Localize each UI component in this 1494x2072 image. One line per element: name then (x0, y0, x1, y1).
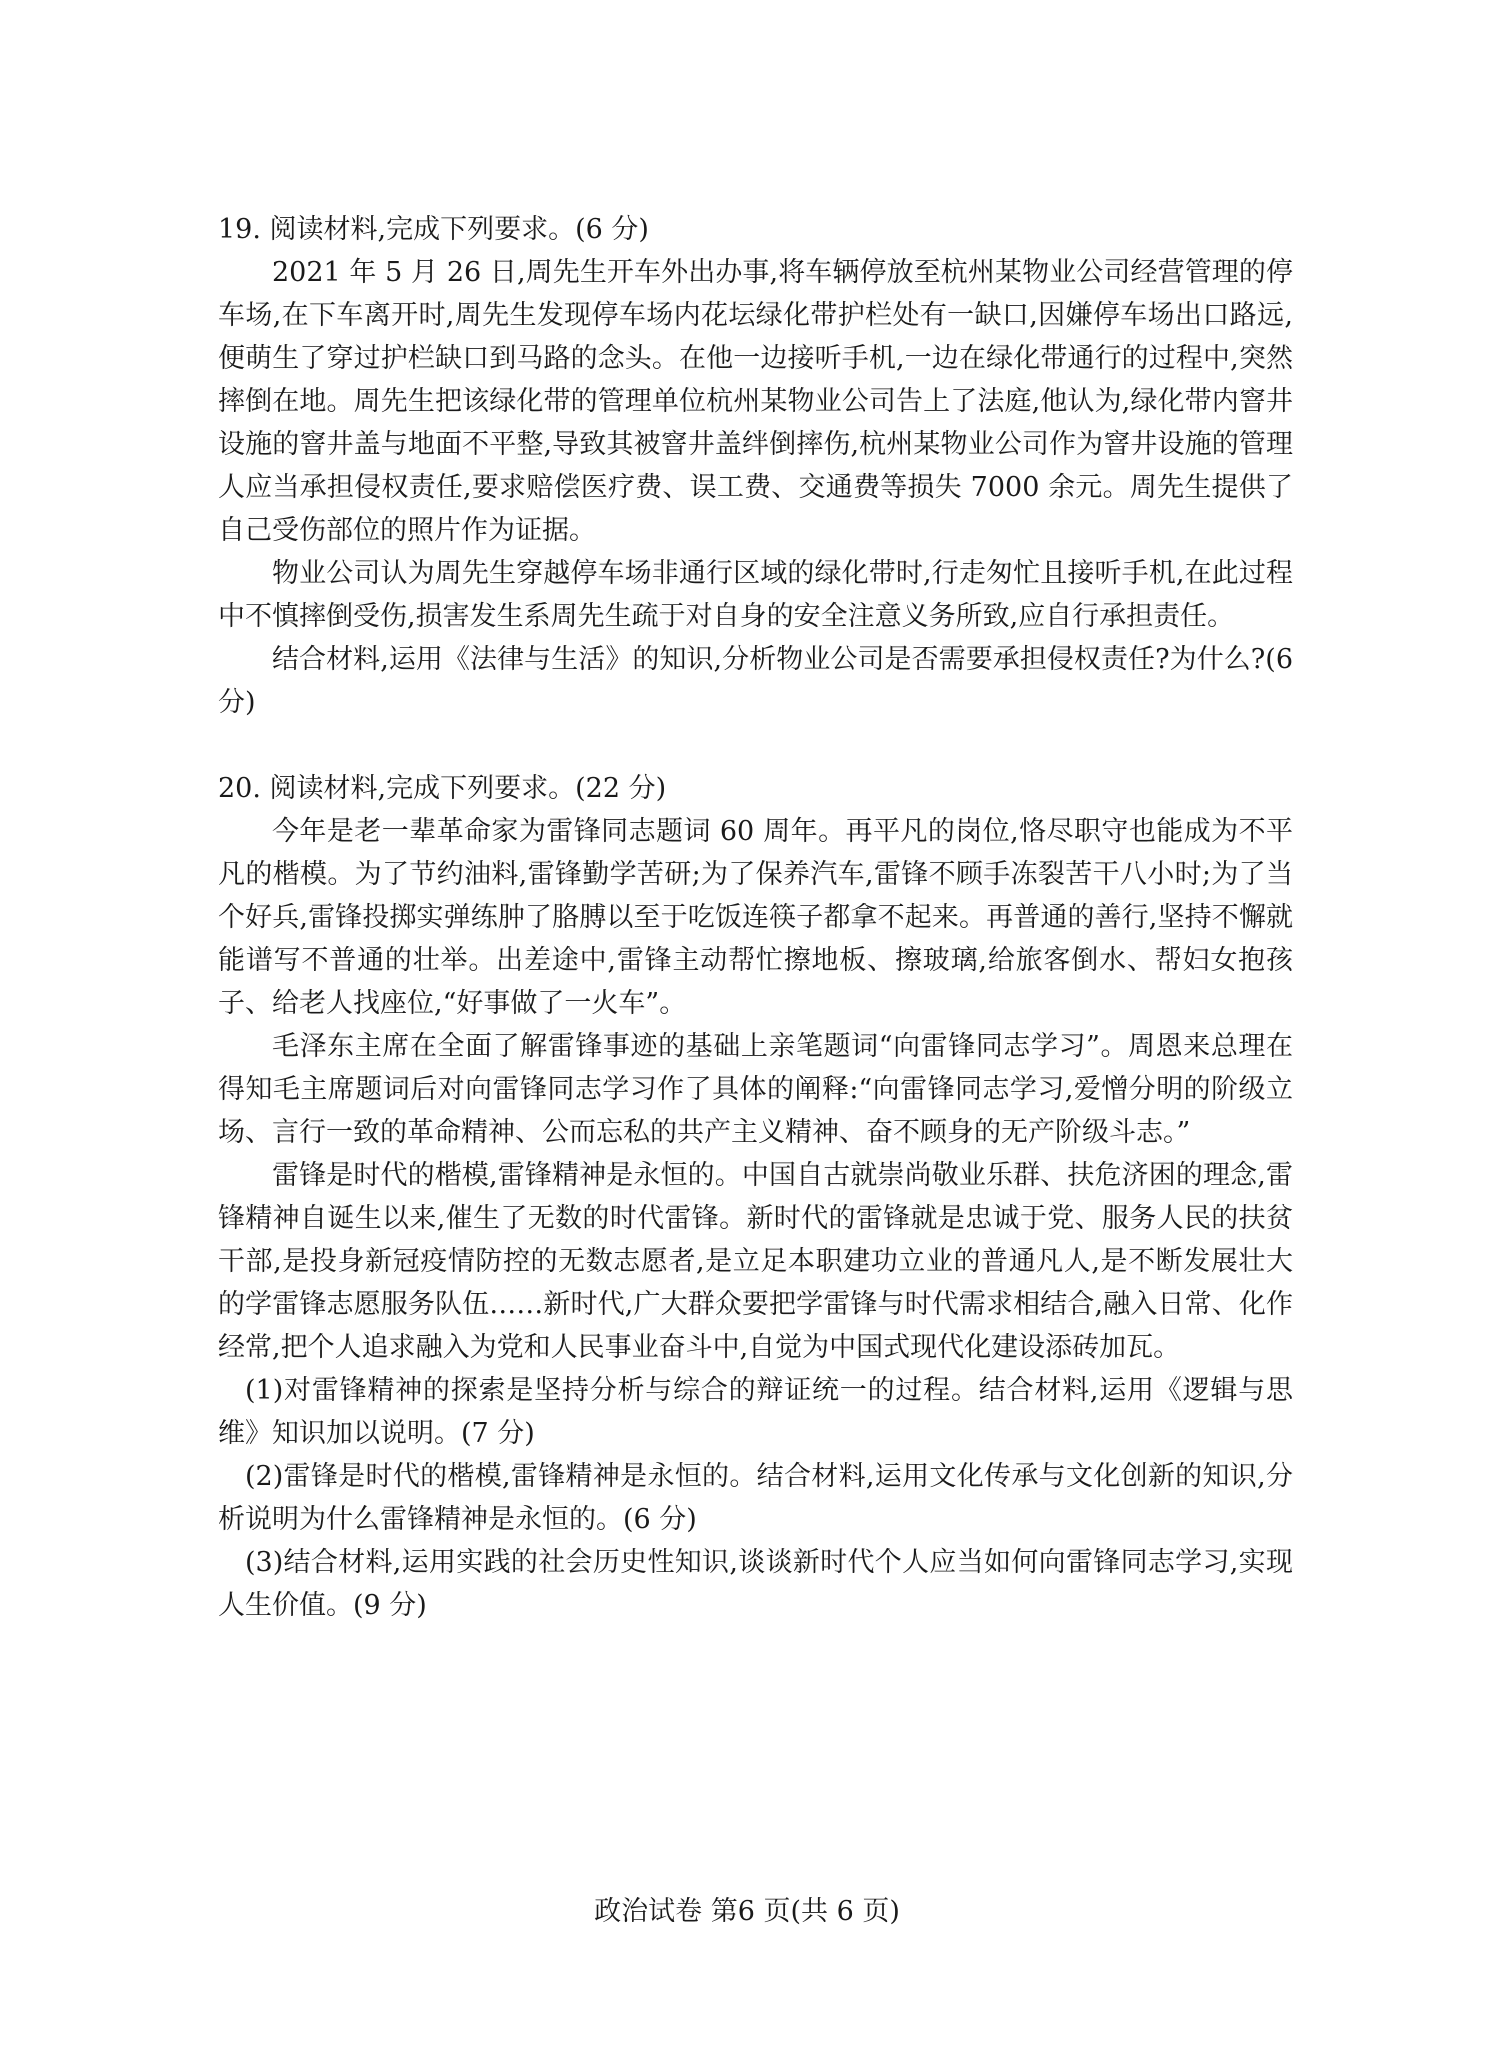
question-19-material-2: 物业公司认为周先生穿越停车场非通行区域的绿化带时,行走匆忙且接听手机,在此过程中不慎摔倒受伤,损害发生系周先生疏于对自身的安全注意义务所致,应自行承担责任。 (218, 558, 1293, 632)
question-19 (218, 208, 1293, 724)
question-20-material-1: 今年是老一辈革命家为雷锋同志题词 60 周年。再平凡的岗位,恪尽职守也能成为不平凡的楷模。为了节约油料,雷锋勤学苦研;为了保养汽车,雷锋不顾手冻裂苦干八小时;为了当个好兵,雷锋投掷实弹练肿了胳膊以至于吃饭连筷子都拿不起来。再普通的善行,坚持不懈就能谱写不普通的壮举。出差途中,雷锋主动帮忙擦地板、擦玻璃,给旅客倒水、帮妇女抱孩子、给老人找座位,“好事做了一火车”。 (218, 816, 1293, 1019)
question-20-sub-1: (1)对雷锋精神的探索是坚持分析与综合的辩证统一的过程。结合材料,运用《逻辑与思维》知识加以说明。(7 分) (218, 1375, 1293, 1449)
exam-content (218, 208, 1293, 1627)
question-19-title: 19. 阅读材料,完成下列要求。(6 分) (218, 214, 649, 245)
question-19-material-1: 2021 年 5 月 26 日,周先生开车外出办事,将车辆停放至杭州某物业公司经营管理的停车场,在下车离开时,周先生发现停车场内花坛绿化带护栏处有一缺口,因嫌停车场出口路远,便萌生了穿过护栏缺口到马路的念头。在他一边接听手机,一边在绿化带通行的过程中,突然摔倒在地。周先生把该绿化带的管理单位杭州某物业公司告上了法庭,他认为,绿化带内窨井设施的窨井盖与地面不平整,导致其被窨井盖绊倒摔伤,杭州某物业公司作为窨井设施的管理人应当承担侵权责任,要求赔偿医疗费、误工费、交通费等损失 7000 余元。周先生提供了自己受伤部位的照片作为证据。 (218, 257, 1293, 546)
question-20-title: 20. 阅读材料,完成下列要求。(22 分) (218, 773, 667, 804)
page-footer: 政治试卷 第6 页(共 6 页) (594, 1896, 900, 1927)
question-19-prompt: 结合材料,运用《法律与生活》的知识,分析物业公司是否需要承担侵权责任?为什么?(6 分) (218, 644, 1293, 718)
question-20-material-2: 毛泽东主席在全面了解雷锋事迹的基础上亲笔题词“向雷锋同志学习”。周恩来总理在得知毛主席题词后对向雷锋同志学习作了具体的阐释:“向雷锋同志学习,爱憎分明的阶级立场、言行一致的革命精神、公而忘私的共产主义精神、奋不顾身的无产阶级斗志。” (218, 1031, 1293, 1148)
section-gap (218, 724, 1293, 767)
question-20-material-3: 雷锋是时代的楷模,雷锋精神是永恒的。中国自古就崇尚敬业乐群、扶危济困的理念,雷锋精神自诞生以来,催生了无数的时代雷锋。新时代的雷锋就是忠诚于党、服务人民的扶贫干部,是投身新冠疫情防控的无数志愿者,是立足本职建功立业的普通凡人,是不断发展壮大的学雷锋志愿服务队伍……新时代,广大群众要把学雷锋与时代需求相结合,融入日常、化作经常,把个人追求融入为党和人民事业奋斗中,自觉为中国式现代化建设添砖加瓦。 (218, 1160, 1293, 1363)
question-20-sub-3: (3)结合材料,运用实践的社会历史性知识,谈谈新时代个人应当如何向雷锋同志学习,实现人生价值。(9 分) (218, 1547, 1293, 1621)
question-20 (218, 767, 1293, 1627)
question-20-sub-2: (2)雷锋是时代的楷模,雷锋精神是永恒的。结合材料,运用文化传承与文化创新的知识,分析说明为什么雷锋精神是永恒的。(6 分) (218, 1461, 1293, 1535)
